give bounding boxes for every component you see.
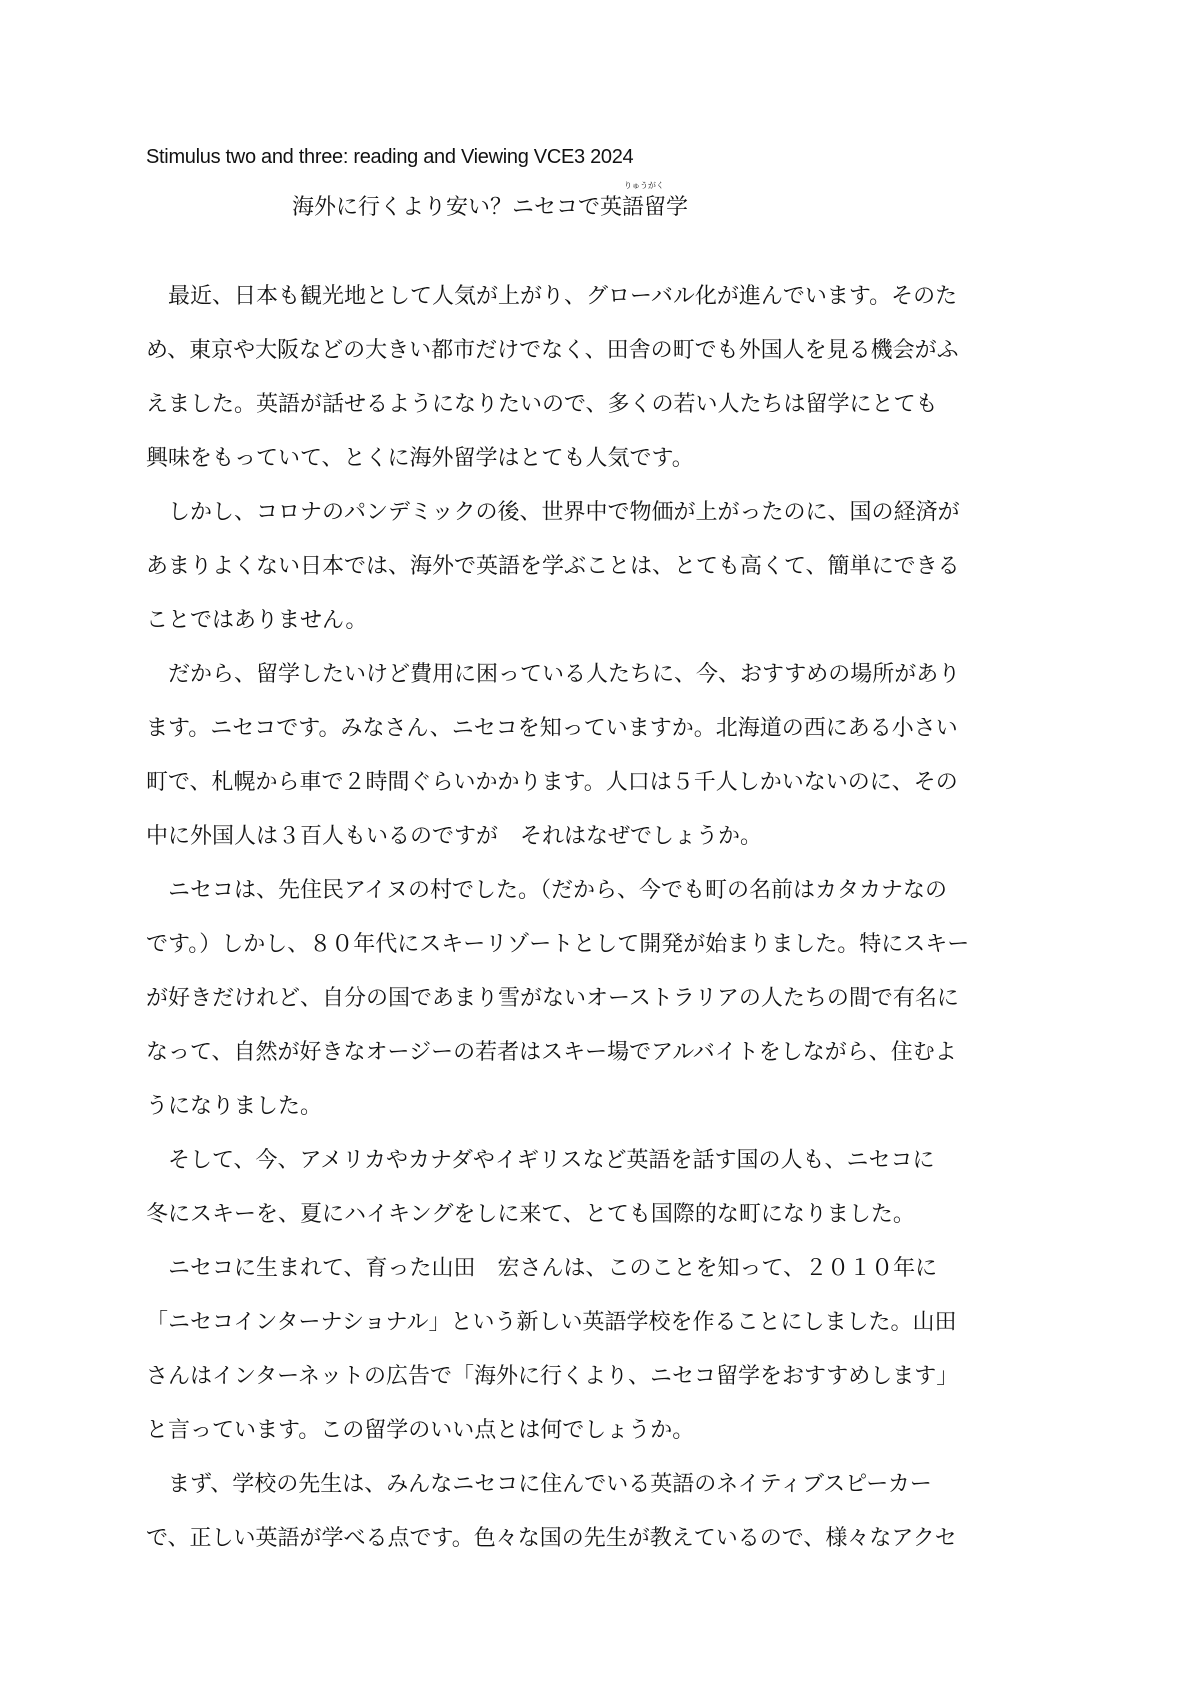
body-line: うになりました。 (146, 1094, 323, 1119)
body-line: あまりよくない日本では、海外で英語を学ぶことは、とても高くて、簡単にできる (146, 554, 960, 579)
body-line: 中に外国人は３百人もいるのですが それはなぜでしょうか。 (146, 824, 763, 849)
title-furigana: りゅうがく (624, 181, 664, 190)
body-line: だから、留学したいけど費用に困っている人たちに、今、おすすめの場所があり (146, 662, 961, 687)
body-line: まず、学校の先生は、みんなニセコに住んでいる英語のネイティブスピーカー (146, 1472, 932, 1497)
body-line: 町で、札幌から車で２時間ぐらいかかります。人口は５千人しかいないのに、その (146, 770, 958, 795)
body-line: なって、自然が好きなオージーの若者はスキー場でアルバイトをしながら、住むよ (146, 1040, 957, 1065)
body-line: ニセコに生まれて、育った山田 宏さんは、このことを知って、２０１０年に (146, 1256, 938, 1281)
body-line: 冬にスキーを、夏にハイキングをしに来て、とても国際的な町になりました。 (146, 1202, 915, 1227)
stimulus-header: Stimulus two and three: reading and Viewing VCE3 2024 (146, 146, 634, 168)
body-line: えました。英語が話せるようになりたいので、多くの若い人たちは留学にとても (146, 392, 938, 417)
article-body (146, 270, 1066, 1566)
body-line: そして、今、アメリカやカナダやイギリスなど英語を話す国の人も、ニセコに (146, 1148, 935, 1173)
body-line: ます。ニセコです。みなさん、ニセコを知っていますか。北海道の西にある小さい (146, 716, 958, 741)
body-line: さんはインターネットの広告で「海外に行くより、ニセコ留学をおすすめします」 (146, 1364, 959, 1389)
body-line: 興味をもっていて、とくに海外留学はとても人気です。 (146, 446, 694, 471)
body-line: と言っています。この留学のいい点とは何でしょうか。 (146, 1418, 695, 1443)
body-line: です。）しかし、８０年代にスキーリゾートとして開発が始まりました。特にスキー (146, 932, 970, 957)
body-line: め、東京や大阪などの大きい都市だけでなく、田舎の町でも外国人を見る機会がふ (146, 338, 959, 363)
body-line: しかし、コロナのパンデミックの後、世界中で物価が上がったのに、国の経済が (146, 500, 960, 525)
body-line: ニセコは、先住民アイヌの村でした。（だから、今でも町の名前はカタカナなの (146, 878, 948, 903)
article-title: 海外に行くより安い？ニセコで英語留学 (292, 195, 689, 220)
body-line: で、正しい英語が学べる点です。色々な国の先生が教えているので、様々なアクセ (146, 1526, 957, 1551)
body-line: 「ニセコインターナショナル」という新しい英語学校を作ることにしました。山田 (146, 1310, 957, 1335)
body-line: ことではありません。 (146, 608, 368, 633)
body-line: が好きだけれど、自分の国であまり雪がないオーストラリアの人たちの間で有名に (146, 986, 959, 1011)
body-line: 最近、日本も観光地として人気が上がり、グローバル化が進んでいます。そのた (146, 284, 958, 309)
